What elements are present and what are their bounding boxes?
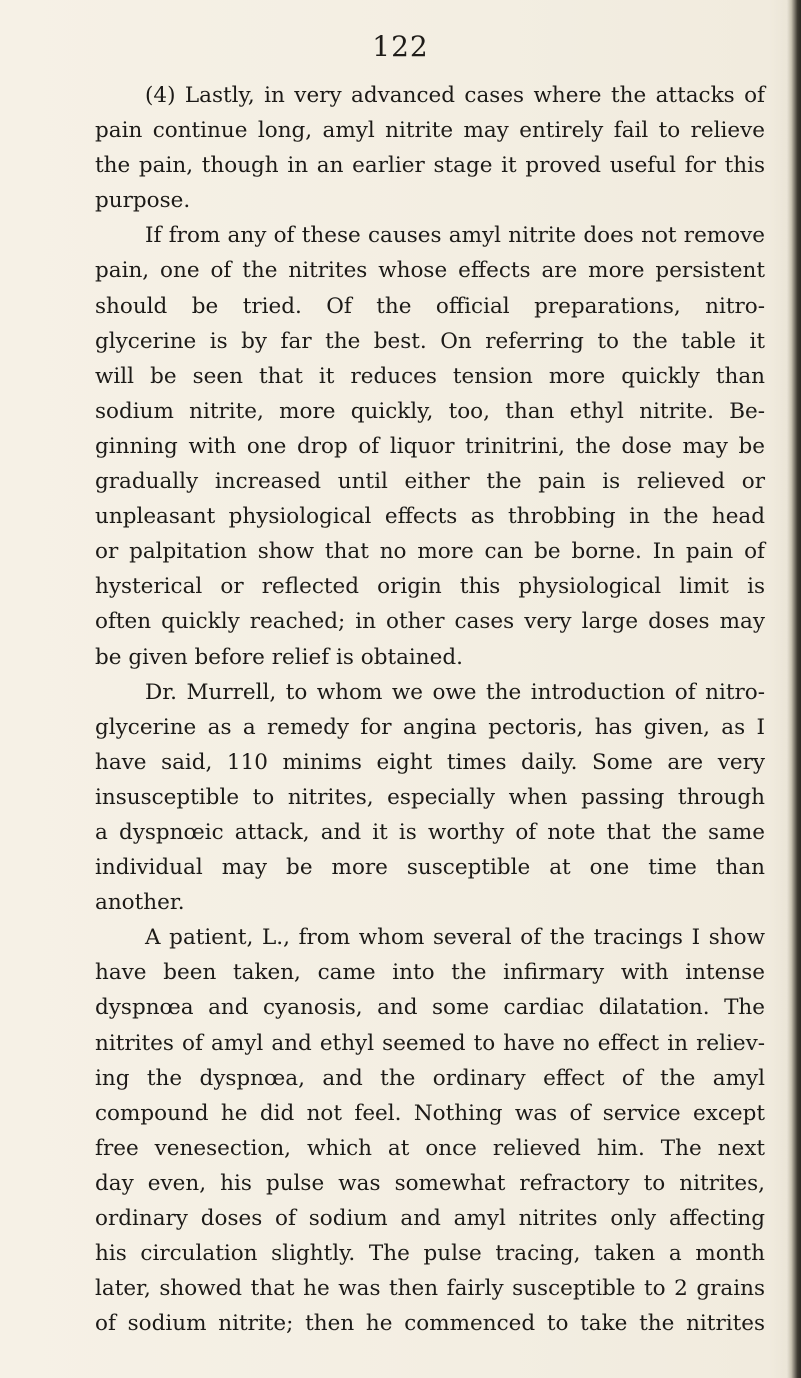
text-line: (4) Lastly, in very advanced cases where the attacks of [145, 83, 765, 108]
text-line: of sodium nitrite; then he commenced to take the nitrites [95, 1311, 765, 1337]
text-line: A patient, L., from whom several of the tracings I show [145, 925, 765, 951]
text-line: have said, 110 minims eight times daily. Some are very [95, 749, 765, 775]
text-line: be given before relief is obtained. [95, 644, 463, 670]
text-line: later, showed that he was then fairly susceptible to 2 grains [95, 1276, 765, 1302]
text-line: day even, his pulse was somewhat refractory to nitrites, [95, 1170, 765, 1196]
text-line: have been taken, came into the infirmary with intense [95, 960, 765, 986]
text-line: glycerine is by far the best. On referring to the table it [95, 328, 765, 354]
text-line: nitrites of amyl and ethyl seemed to have no effect in reliev- [95, 1030, 765, 1056]
text-line: glycerine as a remedy for angina pectoris, has given, as I [95, 714, 765, 740]
body-text [95, 78, 765, 1341]
text-line: the pain, though in an earlier stage it proved useful for this [95, 153, 765, 179]
text-line: ginning with one drop of liquor trinitrini, the dose may be [95, 433, 765, 459]
text-line: free venesection, which at once relieved him. The next [95, 1135, 765, 1161]
text-line: will be seen that it reduces tension more quickly than [95, 363, 765, 389]
text-line: insusceptible to nitrites, especially when passing through [95, 784, 765, 810]
text-line: sodium nitrite, more quickly, too, than ethyl nitrite. Be- [95, 398, 765, 424]
text-line: Dr. Murrell, to whom we owe the introduction of nitro- [145, 679, 765, 705]
text-line: should be tried. Of the official preparations, nitro- [95, 293, 765, 319]
text-line: purpose. [95, 188, 191, 214]
text-line: pain, one of the nitrites whose effects are more persistent [95, 258, 765, 284]
text-line: unpleasant physiological effects as throbbing in the head [95, 504, 765, 530]
text-line: gradually increased until either the pain is relieved or [95, 469, 765, 495]
text-line: compound he did not feel. Nothing was of service except [95, 1100, 765, 1126]
text-line: often quickly reached; in other cases very large doses may [95, 609, 765, 635]
text-line: individual may be more susceptible at one time than [95, 855, 765, 881]
text-line: or palpitation show that no more can be borne. In pain of [95, 539, 765, 565]
text-line: If from any of these causes amyl nitrite does not remove [145, 223, 765, 249]
text-line: a dyspnœic attack, and it is worthy of note that the same [95, 819, 765, 845]
text-line: ordinary doses of sodium and amyl nitrites only affecting [95, 1206, 765, 1231]
text-line: another. [95, 890, 185, 916]
text-line: dyspnœa and cyanosis, and some cardiac dilatation. The [95, 995, 765, 1021]
book-spine-shadow [787, 0, 801, 1378]
text-line: hysterical or reflected origin this physiological limit is [95, 574, 765, 600]
text-line: his circulation slightly. The pulse tracing, taken a month [95, 1241, 765, 1267]
text-line: pain continue long, amyl nitrite may entirely fail to relieve [95, 118, 765, 144]
text-line: ing the dyspnœa, and the ordinary effect of the amyl [95, 1065, 765, 1091]
page-number: 122 [372, 30, 429, 63]
